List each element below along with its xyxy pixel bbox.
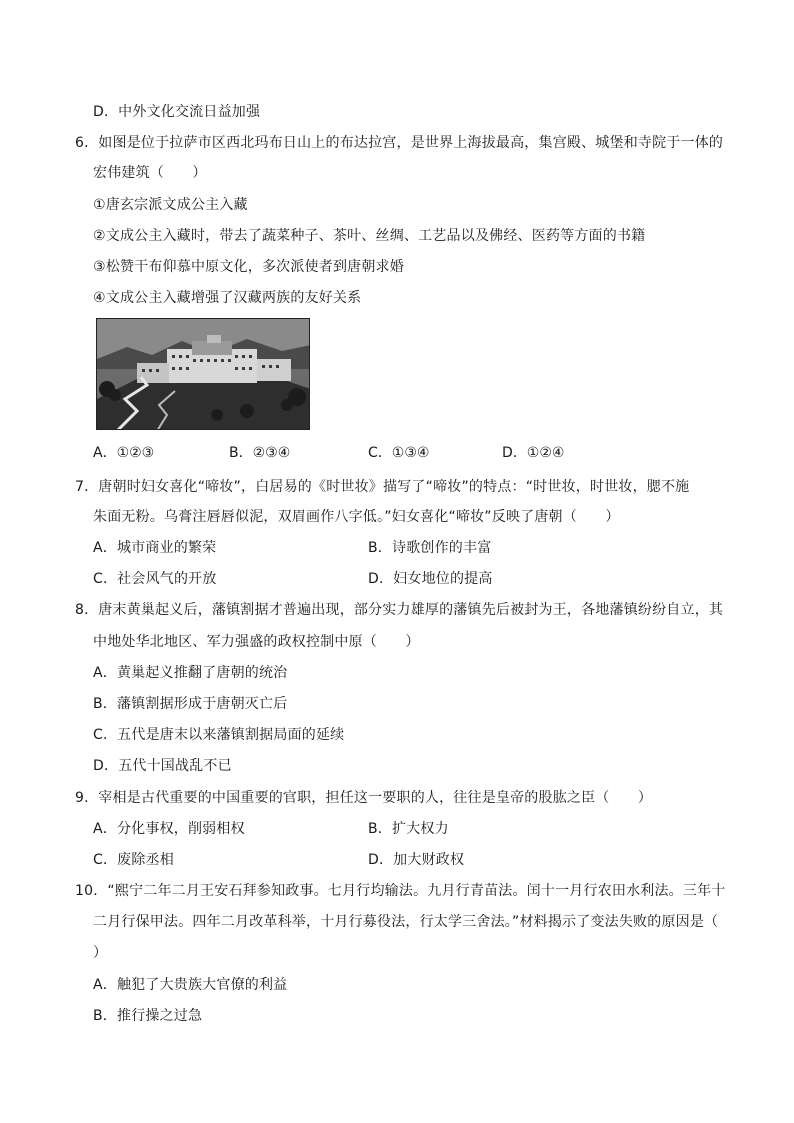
q6-statement-3: ③松赞干布仰慕中原文化，多次派使者到唐朝求婚 xyxy=(93,259,404,275)
q10-stem-line1: 10．“熙宁二年二月王安石拜参知政事。七月行均输法。九月行青苗法。闰十一月行农田水利法。三年十 xyxy=(75,883,726,899)
q7-stem-line1: 7．唐朝时妇女喜化“啼妆”，白居易的《时世妆》描写了“啼妆”的特点：“时世妆，时世妆，腮不施 xyxy=(75,479,690,495)
q7-option-a: A．城市商业的繁荣 xyxy=(93,540,217,556)
q6-stem-line1: 6．如图是位于拉萨市区西北玛布日山上的布达拉宫，是世界上海拔最高，集宫殿、城堡和寺院于一体的 xyxy=(75,135,724,151)
q9-option-b: B．扩大权力 xyxy=(368,821,449,837)
q6-option-c: C．①③④ xyxy=(368,445,430,461)
q8-option-a: A．黄巢起义推翻了唐朝的统治 xyxy=(93,665,288,681)
q6-statement-4: ④文成公主入藏增强了汉藏两族的友好关系 xyxy=(93,290,362,306)
q7-option-b: B．诗歌创作的丰富 xyxy=(368,540,492,556)
q9-option-a: A．分化事权，削弱相权 xyxy=(93,821,245,837)
q5-option-d: D．中外文化交流日益加强 xyxy=(93,104,261,120)
q6-option-b: B．②③④ xyxy=(229,445,291,461)
q10-stem-line2: 二月行保甲法。四年二月改革科举，十月行募役法，行太学三舍法。”材料揭示了变法失败的原因是（ xyxy=(93,914,719,930)
q10-option-a: A．触犯了大贵族大官僚的利益 xyxy=(93,977,288,993)
q6-stem-line2: 宏伟建筑（ ） xyxy=(93,165,207,181)
q10-stem-line3: ） xyxy=(93,945,108,961)
q6-statement-2: ②文成公主入藏时，带去了蔬菜种子、茶叶、丝绸、工艺品以及佛经、医药等方面的书籍 xyxy=(93,228,646,244)
q8-option-b: B．藩镇割据形成于唐朝灭亡后 xyxy=(93,696,288,712)
q7-stem-line2: 朱面无粉。乌膏注唇唇似泥，双眉画作八字低。”妇女喜化“啼妆”反映了唐朝（ ） xyxy=(93,509,620,525)
q9-stem: 9．宰相是古代重要的中国重要的官职，担任这一要职的人，往往是皇帝的股肱之臣（ ） xyxy=(75,790,653,806)
q8-option-d: D．五代十国战乱不已 xyxy=(93,758,232,774)
q6-option-a: A．①②③ xyxy=(93,445,155,461)
q7-option-c: C．社会风气的开放 xyxy=(93,571,217,587)
q8-stem-line1: 8．唐末黄巢起义后，藩镇割据才普遍出现，部分实力雄厚的藩镇先后被封为王，各地藩镇纷纷自立，其 xyxy=(75,602,724,618)
q9-option-c: C．废除丞相 xyxy=(93,852,174,868)
q8-stem-line2: 中地处华北地区、军力强盛的政权控制中原（ ） xyxy=(93,634,420,650)
q6-statement-1: ①唐玄宗派文成公主入藏 xyxy=(93,197,248,213)
q10-option-b: B．推行操之过急 xyxy=(93,1008,203,1024)
q9-option-d: D．加大财政权 xyxy=(368,852,465,868)
q7-option-d: D．妇女地位的提高 xyxy=(368,571,493,587)
potala-palace-photo xyxy=(96,318,310,430)
q8-option-c: C．五代是唐末以来藩镇割据局面的延续 xyxy=(93,727,345,743)
q6-option-d: D．①②④ xyxy=(502,445,565,461)
